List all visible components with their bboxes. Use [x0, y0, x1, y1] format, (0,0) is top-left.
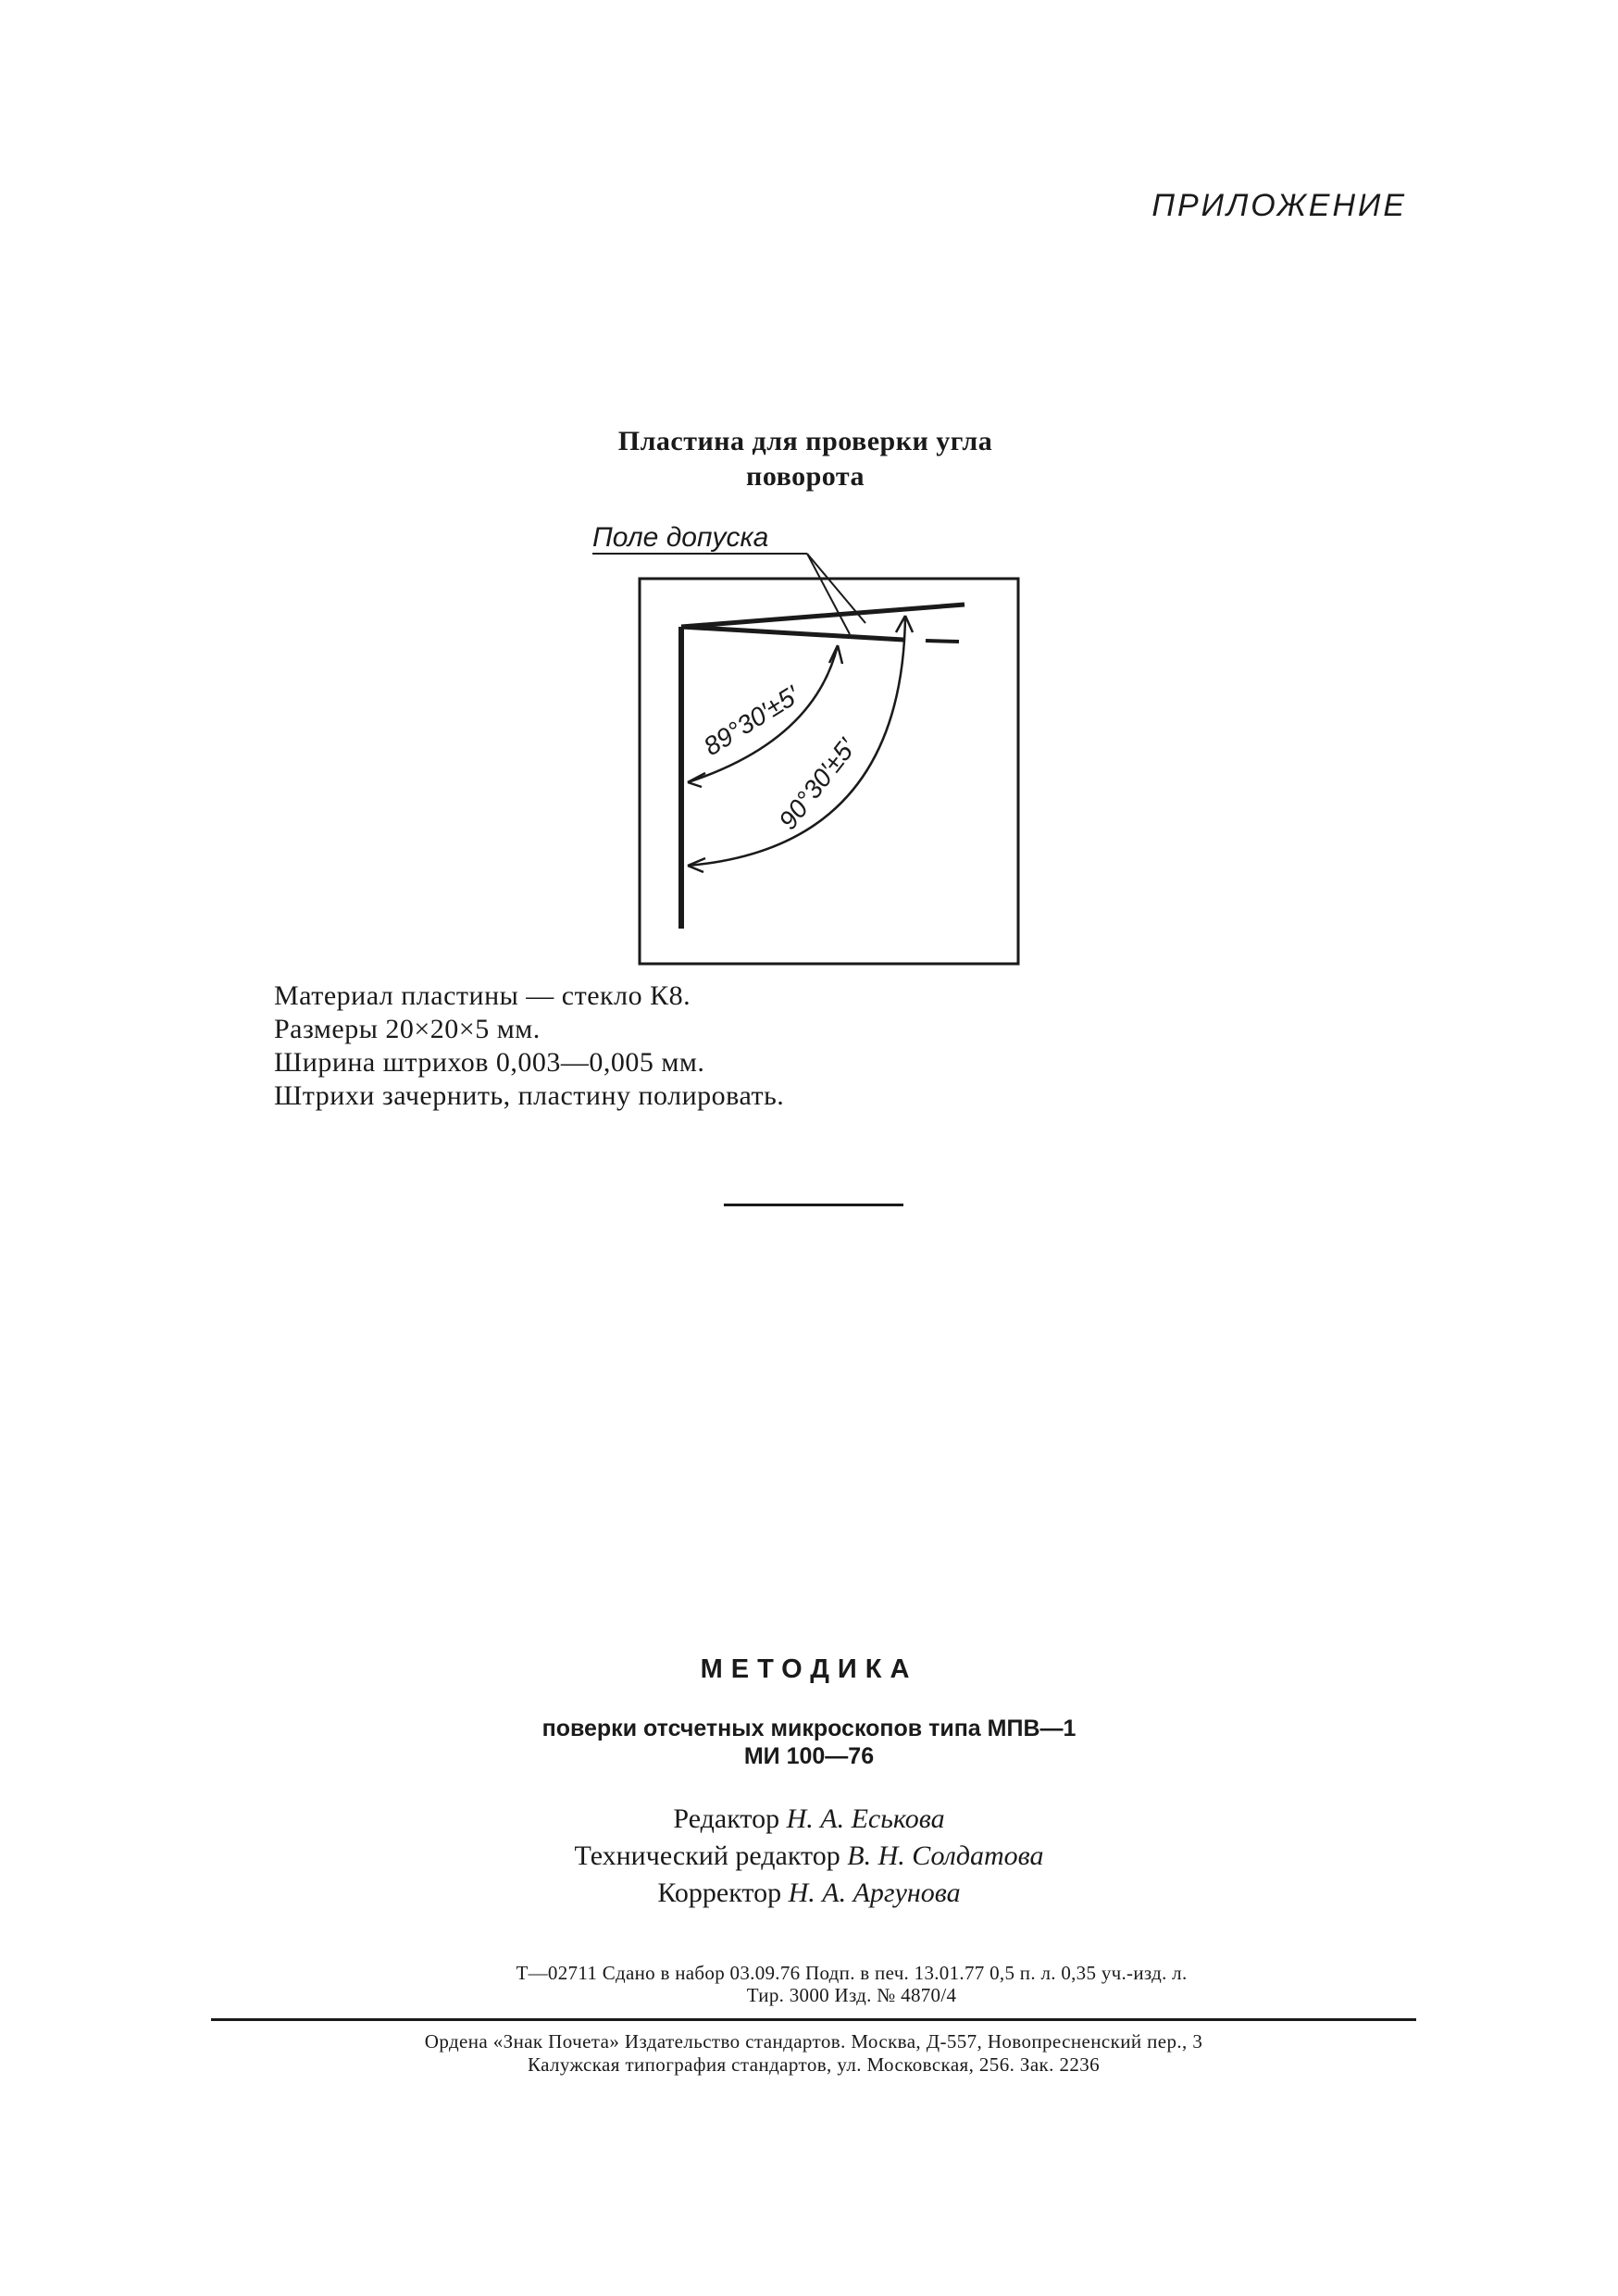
note-dimensions: Размеры 20×20×5 мм.	[274, 1014, 541, 1044]
figure-title	[518, 424, 1092, 494]
plate-notes	[274, 980, 784, 1113]
imprint-block	[278, 1962, 1425, 2006]
publisher-line1: Ордена «Знак Почета» Издательство стандартов. Москва, Д-557, Новопресненский пер., 3	[424, 2030, 1203, 2053]
credit-tech-editor	[439, 1838, 1179, 1875]
method-subtitle-line1: поверки отсчетных микроскопов типа МПВ—1	[541, 1716, 1077, 1741]
credit-name: Н. А. Аргунова	[788, 1878, 961, 1908]
imprint-line1: Т—02711 Сдано в набор 03.09.76 Подп. в печ. 13.01.77 0,5 п. л. 0,35 уч.-изд. л.	[516, 1962, 1188, 1984]
plate-diagram	[592, 514, 1037, 977]
credit-name: В. Н. Солдатова	[847, 1841, 1044, 1871]
note-material: Материал пластины — стекло К8.	[274, 980, 691, 1011]
appendix-heading: ПРИЛОЖЕНИЕ	[1151, 188, 1407, 223]
angle-outer-label: 90°30′±5′	[773, 733, 862, 835]
credit-role: Корректор	[657, 1878, 782, 1908]
credits-block	[439, 1801, 1179, 1912]
method-subtitle	[439, 1715, 1179, 1770]
note-finishing: Штрихи зачернить, пластину полировать.	[274, 1080, 785, 1111]
credit-proofreader	[439, 1875, 1179, 1912]
section-separator	[724, 1204, 903, 1206]
figure-title-line2: поворота	[746, 461, 865, 492]
stroke-upper	[681, 605, 965, 627]
publisher-line2: Калужская типография стандартов, ул. Московская, 256. Зак. 2236	[527, 2053, 1101, 2076]
figure-title-line1: Пластина для проверки угла	[617, 426, 993, 456]
credit-name: Н. А. Еськова	[786, 1803, 945, 1834]
note-stroke-width: Ширина штрихов 0,003—0,005 мм.	[274, 1047, 705, 1078]
tolerance-label: Поле допуска	[592, 522, 769, 553]
method-title: МЕТОДИКА	[700, 1654, 918, 1684]
credit-role: Технический редактор	[574, 1841, 840, 1871]
credit-editor	[439, 1801, 1179, 1838]
method-code: МИ 100—76	[743, 1743, 875, 1769]
angle-inner-label: 89°30′±5′	[698, 680, 804, 762]
publisher-block	[211, 2030, 1416, 2077]
leader-line-2	[807, 554, 850, 634]
stroke-dash	[926, 641, 959, 642]
footer-rule	[211, 2018, 1416, 2021]
imprint-line2: Тир. 3000 Изд. № 4870/4	[746, 1984, 957, 2006]
stroke-lower	[681, 627, 903, 640]
credit-role: Редактор	[673, 1803, 780, 1834]
